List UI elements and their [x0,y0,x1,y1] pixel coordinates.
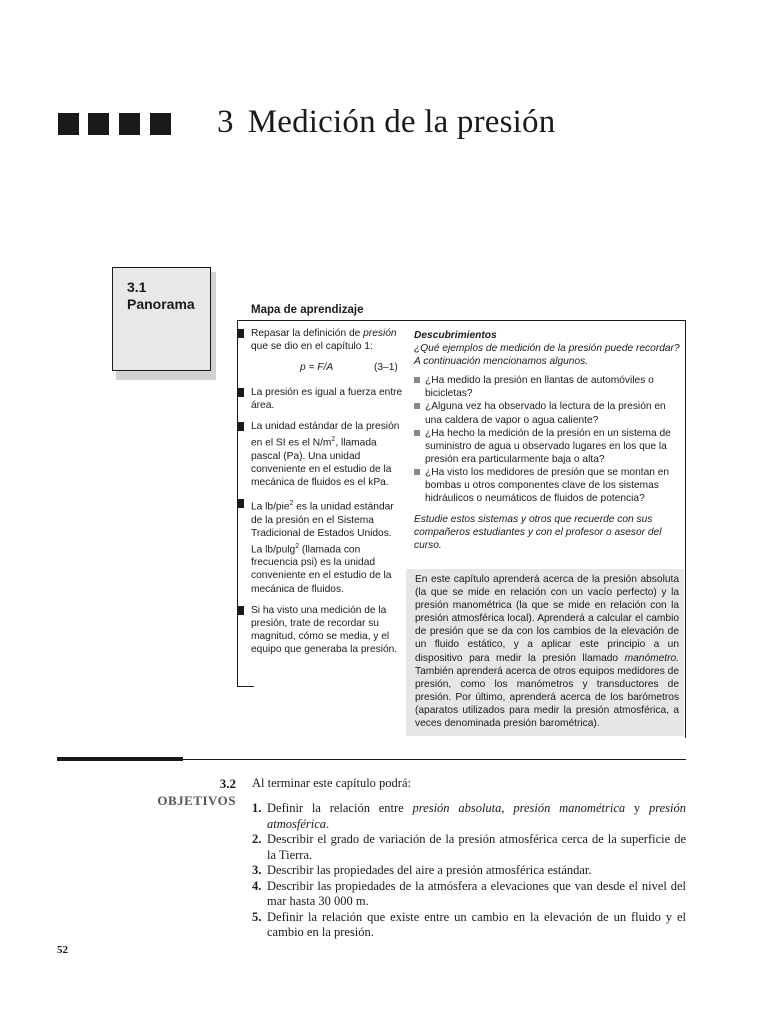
chapter-marker-square [88,113,109,135]
square-bullet-icon [237,329,244,338]
list-item: 4. Describir las propiedades de la atmósfera a elevaciones que van desde el nivel del mar hasta 30 000 m. [252,878,686,908]
square-bullet-icon [414,403,420,409]
chapter-summary-box: En este capítulo aprenderá acerca de la presión absoluta (la que se mide en relación con un vacío perfecto) y la presión manométrica (la que se mide en relación con la presión atmosférica local). Aprenderá a calcular el cambio de presión que se da con los cambios de la elevación de un fluido estático, y a aplicar este principio a un dispositivo para medir la presión llamado manómetro. También aprenderá acerca de otros equipos medidores de presión, como los manómetros y transductores de presión. Por último, aprenderá acerca de los barómetros (aparatos utilizados para medir la presión atmosférica, a veces denominada presión barométrica). [406,569,684,736]
section-number: 3.2 [219,776,236,791]
chapter-marker-square [58,113,79,135]
frame-line [237,320,685,321]
list-item: ¿Ha hecho la medición de la presión en un sistema de suministro de agua u observado lugares en los que la presión era particularmente baja o alta? [414,427,680,466]
chapter-marker-square [119,113,140,135]
equation [237,361,405,378]
square-bullet-icon [237,499,244,508]
objectives-list [252,801,686,941]
square-bullet-icon [237,388,244,397]
frame-line [685,320,686,738]
discoveries-panel [414,329,680,553]
list-item: ¿Ha medido la presión en llantas de automóviles o bicicletas? [414,374,680,400]
list-item: ¿Alguna vez ha observado la lectura de la presión en una caldera de vapor o agua caliente? [414,400,680,426]
equation-number: (3–1) [374,362,398,374]
section-box-panorama [112,267,211,371]
square-bullet-icon [237,606,244,615]
square-bullet-icon [414,377,420,383]
section-divider-accent [57,757,183,761]
learning-map-title: Mapa de aprendizaje [251,304,364,316]
list-item: Si ha visto una medición de la presión, trate de recordar su magnitud, cómo se media, y el equipo que generaba la presión. [237,604,405,656]
section-name: OBJETIVOS [157,793,236,808]
page-number: 52 [57,944,68,956]
square-bullet-icon [237,422,244,431]
list-item: La presión es igual a fuerza entre área. [237,386,405,412]
square-bullet-icon [414,469,420,475]
chapter-marker-square [150,113,171,135]
list-item: ¿Ha visto los medidores de presión que se montan en bombas u otros componentes clave de los sistemas hidráulicos o neumáticos de fluidos de potencia? [414,466,680,505]
discoveries-intro: ¿Qué ejemplos de medición de la presión puede recordar? A continuación mencionamos algunos. [414,343,680,368]
learning-map-list [237,327,405,664]
chapter-name: Medición de la presión [247,104,556,140]
section-number: 3.1 [127,279,147,295]
square-bullet-icon [414,430,420,436]
objectives-intro: Al terminar este capítulo podrá: [252,776,411,790]
list-item: La lb/pie$^2$ es la unidad estándar de la presión en el Sistema Tradicional de Estados Unidos. La lb/pulg$^2$ (llamada con frecuencia psi) es la unidad conveniente en el estudio de la mecánica de fluidos. [237,497,405,595]
list-item: 5. Definir la relación que existe entre un cambio en la elevación de un fluido y el cambio en la presión. [252,909,686,939]
section-name: Panorama [127,296,195,312]
discoveries-closing: Estudie estos sistemas y otros que recuerde con sus compañeros estudiantes y con el profesor o asesor del curso. [414,514,662,552]
list-item: La unidad estándar de la presión en el SI es el $N/m^2$, llamada pascal (Pa). Una unidad conveniente en el estudio de la mecánica de fluidos es el kPa. [237,420,405,489]
chapter-number: 3 [217,104,234,140]
list-item: 1. Definir la relación entre presión absoluta, presión manométrica y presión atmosférica. [252,801,687,831]
equation-formula: p = F/A [300,362,334,374]
list-item: 2. Describir el grado de variación de la presión atmosférica cerca de la superficie de la Tierra. [252,832,686,862]
frame-line [237,686,254,687]
discoveries-title: Descubrimientos [414,330,497,341]
list-item: Repasar la definición de presión que se dio en el capítulo 1: [237,327,405,353]
chapter-title [217,104,555,141]
list-item: 3. Describir las propiedades del aire a presión atmosférica estándar. [252,863,592,877]
